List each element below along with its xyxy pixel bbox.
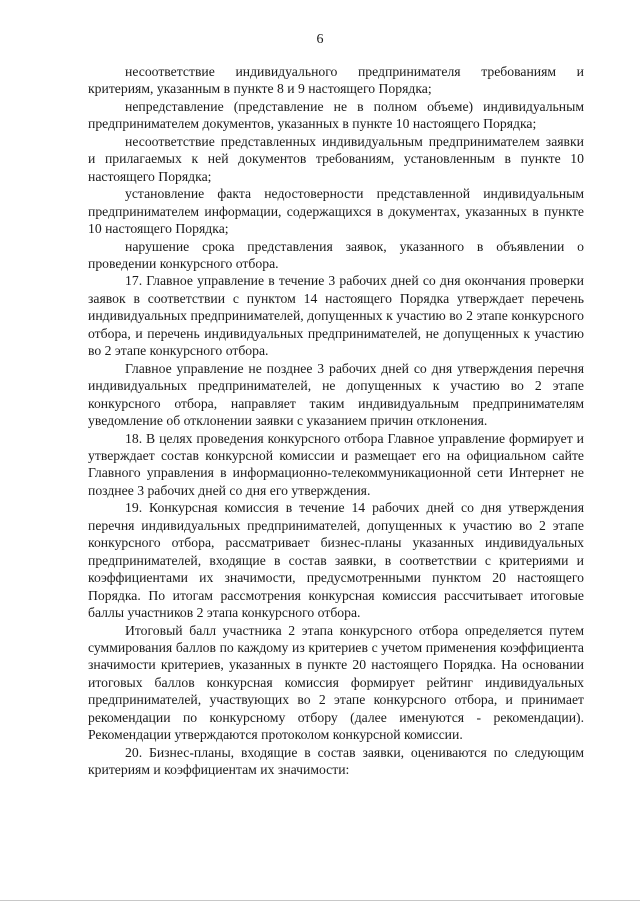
paragraph: 20. Бизнес-планы, входящие в состав заявки, оцениваются по следующим критериям и коэффициентам их значимости:: [88, 744, 584, 778]
paragraph: 18. В целях проведения конкурсного отбора Главное управление формирует и утверждает состав конкурсной комиссии и размещает его на официальном сайте Главного управления в информационно-телекоммуникационной сети Интернет не позднее 3 рабочих дней со дня его утверждения.: [88, 430, 584, 498]
paragraph: непредставление (представление не в полном объеме) индивидуальным предпринимателем документов, указанных в пункте 10 настоящего Порядка;: [88, 98, 584, 132]
document-body: [88, 63, 584, 779]
paragraph: 19. Конкурсная комиссия в течение 14 рабочих дней со дня утверждения перечня индивидуальных предпринимателей, допущенных к участию во 2 этапе конкурсного отбора, рассматривает бизнес-планы указанных индивидуальных предпринимателей, входящие в состав заявки, в соответствии с критериями и коэффициентами их значимости, предусмотренными пунктом 20 настоящего Порядка. По итогам рассмотрения конкурсная комиссия рассчитывает итоговые баллы участников 2 этапа конкурсного отбора.: [88, 500, 584, 621]
page-number: 6: [316, 32, 324, 47]
paragraph: несоответствие представленных индивидуальным предпринимателем заявки и прилагаемых к ней документов требованиям, установленным в пункте 10 настоящего Порядка;: [88, 133, 584, 184]
page-bottom-edge: [0, 900, 640, 901]
paragraph: нарушение срока представления заявок, указанного в объявлении о проведении конкурсного отбора.: [88, 238, 584, 271]
paragraph: 17. Главное управление в течение 3 рабочих дней со дня окончания проверки заявок в соответствии с пунктом 14 настоящего Порядка утверждает перечень индивидуальных предпринимателей, допущенных к участию во 2 этапе конкурсного отбора, и перечень индивидуальных предпринимателей, не допущенных к участию во 2 этапе конкурсного отбора.: [88, 273, 584, 359]
paragraph: Главное управление не позднее 3 рабочих дней со дня утверждения перечня индивидуальных предпринимателей, не допущенных к участию во 2 этапе конкурсного отбора, направляет таким индивидуальным предпринимателям уведомление об отклонении заявки с указанием причин отклонения.: [88, 360, 584, 429]
paragraph: установление факта недостоверности представленной индивидуальным предпринимателем информации, содержащихся в документах, указанных в пункте 10 настоящего Порядка;: [88, 186, 584, 237]
paragraph: несоответствие индивидуального предпринимателя требованиям и критериям, указанным в пункте 8 и 9 настоящего Порядка;: [88, 64, 584, 97]
paragraph: Итоговый балл участника 2 этапа конкурсного отбора определяется путем суммирования баллов по каждому из критериев с учетом применения коэффициента значимости критериев, указанных в пункте 20 настоящего Порядка. На основании итоговых баллов конкурсная комиссия формирует рейтинг индивидуальных предпринимателей, участвующих во 2 этапе конкурсного отбора, и принимает рекомендации по конкурсному отбору (далее именуются - рекомендации). Рекомендации утверждаются протоколом конкурсной комиссии.: [88, 622, 584, 743]
